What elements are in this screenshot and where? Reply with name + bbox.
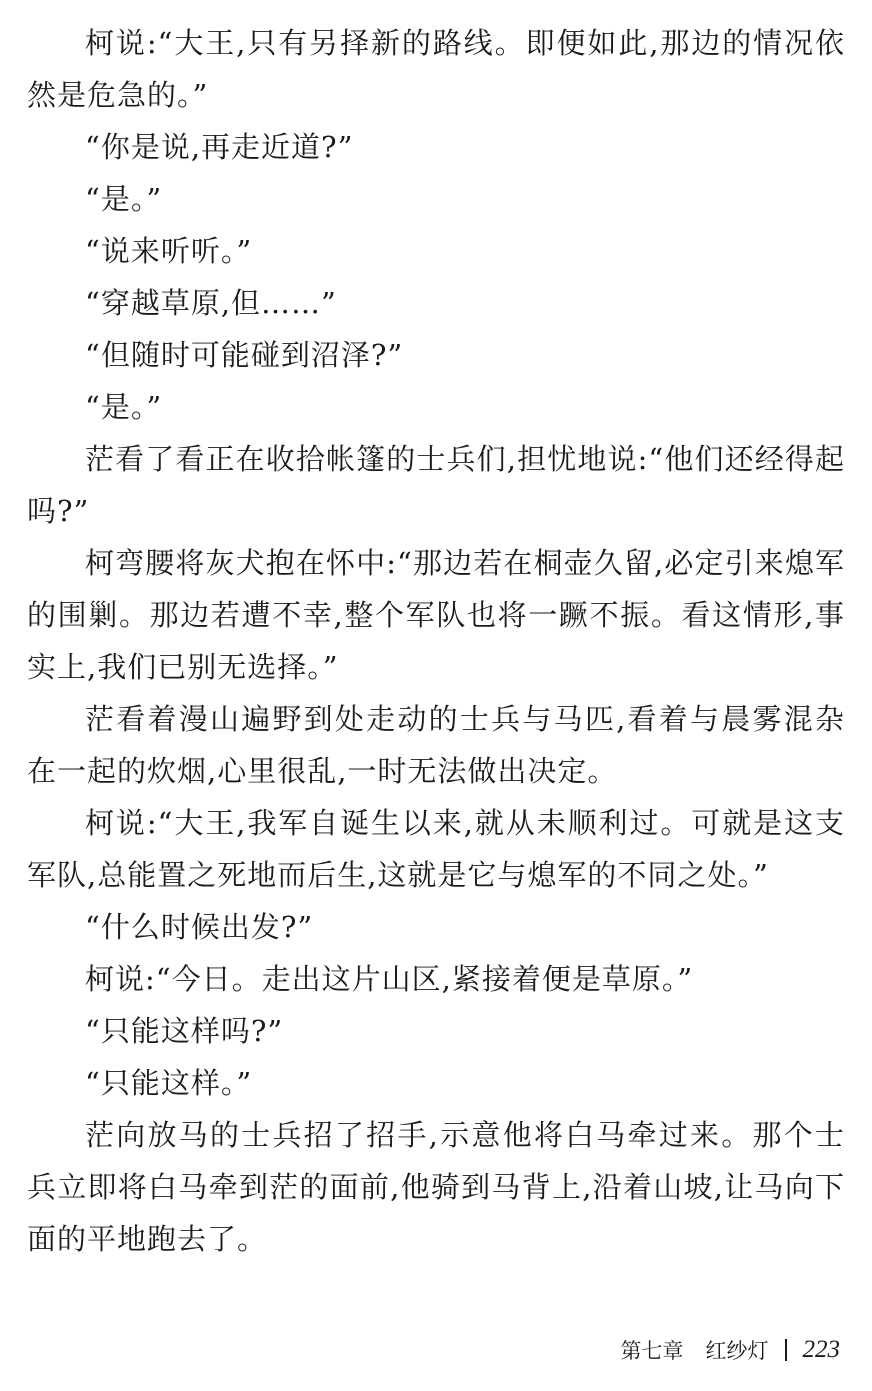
paragraph: 茫向放马的士兵招了招手,示意他将白马牵过来。那个士兵立即将白马牵到茫的面前,他骑到马背上,沿着山坡,让马向下面的平地跑去了。 — [27, 1118, 845, 1256]
paragraph: “只能这样。” — [85, 1066, 253, 1100]
paragraph: “是。” — [85, 182, 163, 216]
paragraph: “说来听听。” — [85, 234, 253, 268]
body-text — [27, 17, 845, 1265]
paragraph: 柯说:“大王,我军自诞生以来,就从未顺利过。可就是这支军队,总能置之死地而后生,这就是它与熄军的不同之处。” — [27, 806, 845, 892]
page-number: 223 — [802, 1336, 840, 1363]
chapter-title: 红纱灯 — [705, 1339, 769, 1363]
paragraph: 柯说:“大王,只有另择新的路线。即便如此,那边的情况依然是危急的。” — [27, 26, 845, 112]
paragraph: “穿越草原,但……” — [85, 286, 337, 320]
paragraph: “什么时候出发?” — [85, 910, 314, 944]
page-footer — [621, 1332, 841, 1368]
paragraph: “是。” — [85, 390, 163, 424]
paragraph: 柯说:“今日。走出这片山区,紧接着便是草原。” — [85, 962, 694, 996]
paragraph: “但随时可能碰到沼泽?” — [85, 338, 404, 372]
paragraph: “只能这样吗?” — [85, 1014, 284, 1048]
paragraph: 茫看了看正在收拾帐篷的士兵们,担忧地说:“他们还经得起吗?” — [27, 442, 845, 528]
paragraph: 茫看着漫山遍野到处走动的士兵与马匹,看着与晨雾混杂在一起的炊烟,心里很乱,一时无法做出决定。 — [27, 702, 845, 788]
footer-divider — [785, 1339, 787, 1361]
chapter-label: 第七章 — [620, 1339, 684, 1363]
paragraph: “你是说,再走近道?” — [85, 130, 354, 164]
paragraph: 柯弯腰将灰犬抱在怀中:“那边若在桐壶久留,必定引来熄军的围剿。那边若遭不幸,整个军队也将一蹶不振。看这情形,事实上,我们已别无选择。” — [27, 546, 845, 684]
